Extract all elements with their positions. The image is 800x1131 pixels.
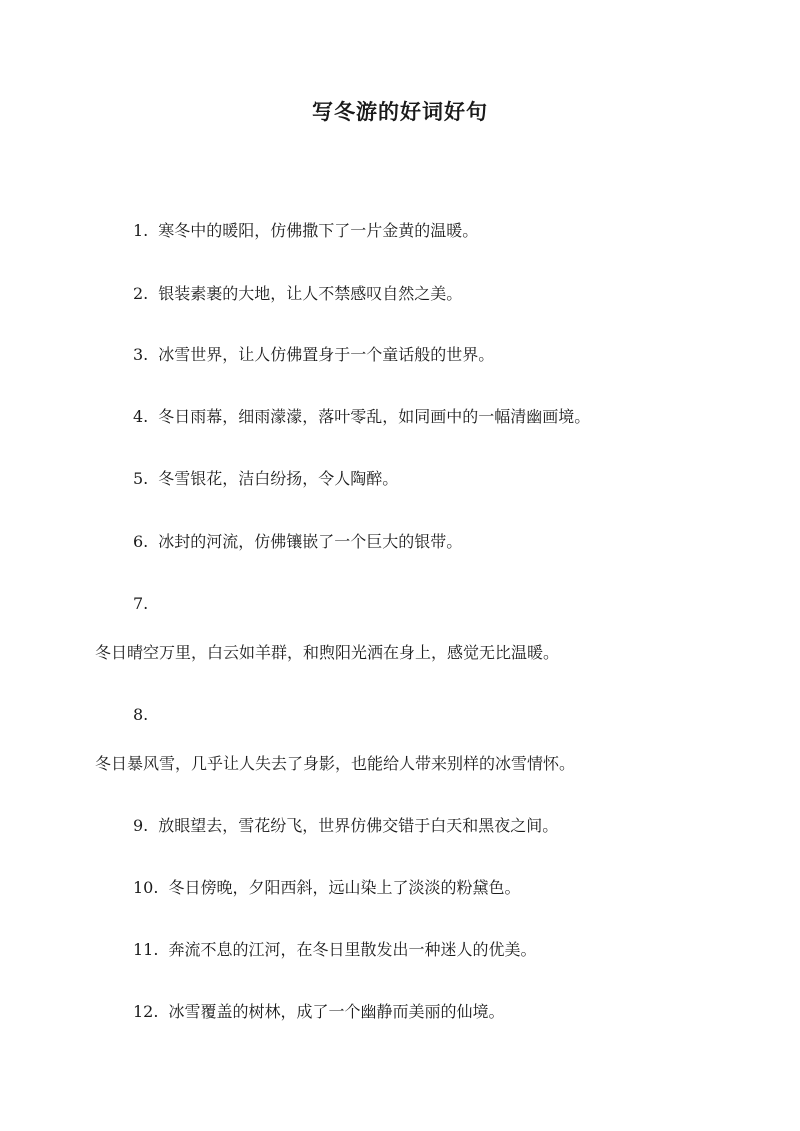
item-text: 冰封的河流，仿佛镶嵌了一个巨大的银带。 bbox=[158, 532, 463, 551]
list-item bbox=[133, 282, 462, 306]
list-item bbox=[133, 876, 520, 900]
list-item bbox=[133, 530, 462, 554]
item-number: 1. bbox=[133, 221, 149, 240]
item-text: 冰雪覆盖的树林，成了一个幽静而美丽的仙境。 bbox=[168, 1002, 505, 1021]
item-number: 10. bbox=[133, 878, 159, 897]
item-number: 12. bbox=[133, 1002, 159, 1021]
item-text: 银装素裹的大地，让人不禁感叹自然之美。 bbox=[158, 284, 463, 303]
item-text: 冬日暴风雪，几乎让人失去了身影，也能给人带来别样的冰雪情怀。 bbox=[95, 754, 576, 773]
item-number: 7. bbox=[133, 594, 149, 613]
item-text: 放眼望去，雪花纷飞，世界仿佛交错于白天和黑夜之间。 bbox=[158, 816, 559, 835]
list-item bbox=[133, 343, 494, 367]
item-text: 冬日雨幕，细雨濛濛，落叶零乱，如同画中的一幅清幽画境。 bbox=[158, 407, 591, 426]
item-number: 9. bbox=[133, 816, 149, 835]
list-item bbox=[133, 1000, 504, 1024]
item-text: 冬日晴空万里，白云如羊群，和煦阳光洒在身上，感觉无比温暖。 bbox=[95, 643, 560, 662]
item-text: 冬日傍晚，夕阳西斜，远山染上了淡淡的粉黛色。 bbox=[168, 878, 521, 897]
list-item bbox=[133, 405, 590, 429]
item-text: 奔流不息的江河，在冬日里散发出一种迷人的优美。 bbox=[168, 940, 537, 959]
item-text: 寒冬中的暖阳，仿佛撒下了一片金黄的温暖。 bbox=[158, 221, 479, 240]
item-number: 5. bbox=[133, 469, 149, 488]
list-item bbox=[133, 938, 536, 962]
item-text: 冬雪银花，洁白纷扬，令人陶醉。 bbox=[158, 469, 399, 488]
item-number: 3. bbox=[133, 345, 149, 364]
item-number: 4. bbox=[133, 407, 149, 426]
list-item bbox=[133, 467, 398, 491]
list-item bbox=[133, 814, 558, 838]
item-number: 8. bbox=[133, 705, 149, 724]
item-text: 冰雪世界，让人仿佛置身于一个童话般的世界。 bbox=[158, 345, 495, 364]
item-number: 6. bbox=[133, 532, 149, 551]
item-number: 11. bbox=[133, 940, 159, 959]
page-title: 写冬游的好词好句 bbox=[312, 99, 488, 124]
item-number: 2. bbox=[133, 284, 149, 303]
list-item bbox=[133, 219, 478, 243]
